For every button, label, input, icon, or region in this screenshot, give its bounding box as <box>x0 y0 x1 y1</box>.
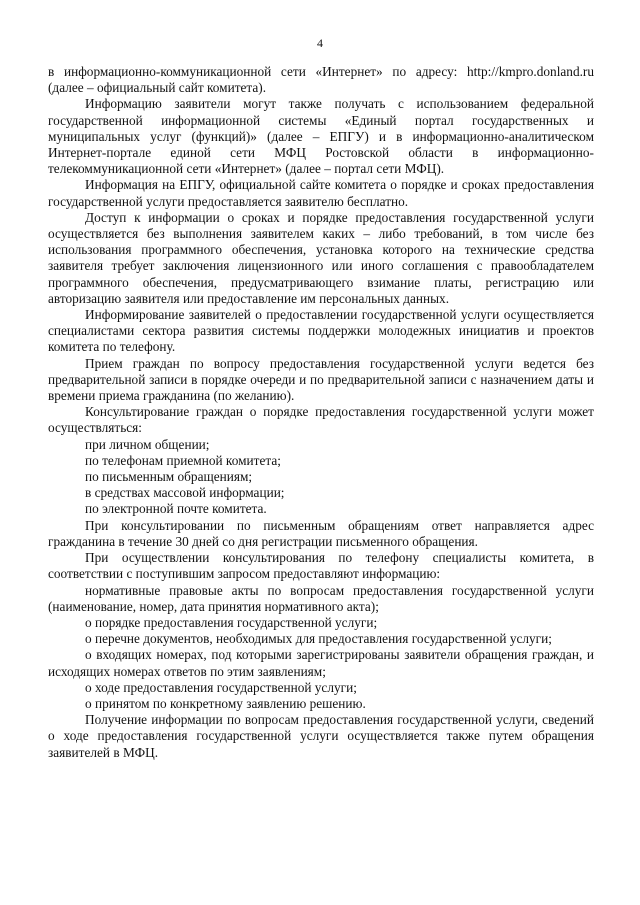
paragraph: Консультирование граждан о порядке предоставления государственной услуги может осуществляться: <box>48 404 594 436</box>
paragraph: Информация на ЕПГУ, официальной сайте комитета о порядке и сроках предоставления государственной услуги предоставляется заявителю бесплатно. <box>48 177 594 209</box>
paragraph: Информирование заявителей о предоставлении государственной услуги осуществляется специалистами сектора развития системы поддержки молодежных инициатив и проектов комитета по телефону. <box>48 307 594 355</box>
paragraph: Информацию заявители могут также получать с использованием федеральной государственной информационной системы «Единый портал государственных и муниципальных услуг (функций)» (далее – ЕПГУ) и в информационно-аналитическом Интернет-портале единой сети МФЦ Ростовской области в информационно-телекоммуникационной сети «Интернет» (далее – портал сети МФЦ). <box>48 96 594 177</box>
paragraph: Прием граждан по вопросу предоставления государственной услуги ведется без предварительной записи в порядке очереди и по предварительной записи с назначением даты и времени приема гражданина (по желанию). <box>48 355 594 404</box>
paragraph: в информационно-коммуникационной сети «Интернет» по адресу: http://kmpro.donland.ru (далее – официальный сайт комитета). <box>48 64 594 96</box>
list-item: в средствах массовой информации; <box>85 485 285 501</box>
list-item: по электронной почте комитета. <box>85 501 267 517</box>
document-body <box>48 64 594 761</box>
paragraph: При осуществлении консультирования по телефону специалисты комитета, в соответствии с поступившим запросом предоставляют информацию: <box>48 550 594 582</box>
page-number: 4 <box>317 36 323 50</box>
list-item: по письменным обращениям; <box>85 469 253 485</box>
paragraph: о входящих номерах, под которыми зарегистрированы заявители обращения граждан, и исходящих номерах ответов по этим заявлениям; <box>48 647 594 679</box>
paragraph: о перечне документов, необходимых для предоставления государственной услуги; <box>85 631 552 647</box>
paragraph: о порядке предоставления государственной услуги; <box>85 614 378 630</box>
list-item: при личном общении; <box>85 436 210 452</box>
paragraph: о ходе предоставления государственной услуги; <box>85 679 357 695</box>
paragraph: Доступ к информации о сроках и порядке предоставления государственной услуги осуществляется без выполнения заявителем каких – либо требований, в том числе без использования программного обеспечения, установка которого на технические средства заявителя требует заключения лицензионного или иного соглашения с правообладателем программного обеспечения, предусматривающего взимание платы, регистрацию или авторизацию заявителя или предоставление им персональных данных. <box>48 209 594 306</box>
paragraph: При консультировании по письменным обращениям ответ направляется адрес гражданина в течение 30 дней со дня регистрации письменного обращения. <box>48 517 594 549</box>
list-item: по телефонам приемной комитета; <box>85 452 281 468</box>
paragraph: о принятом по конкретному заявлению решению. <box>85 695 366 711</box>
paragraph: Получение информации по вопросам предоставления государственной услуги, сведений о ходе предоставления государственной услуги осуществляется также путем обращения заявителей в МФЦ. <box>48 712 594 760</box>
paragraph: нормативные правовые акты по вопросам предоставления государственной услуги (наименование, номер, дата принятия нормативного акта); <box>48 582 594 614</box>
